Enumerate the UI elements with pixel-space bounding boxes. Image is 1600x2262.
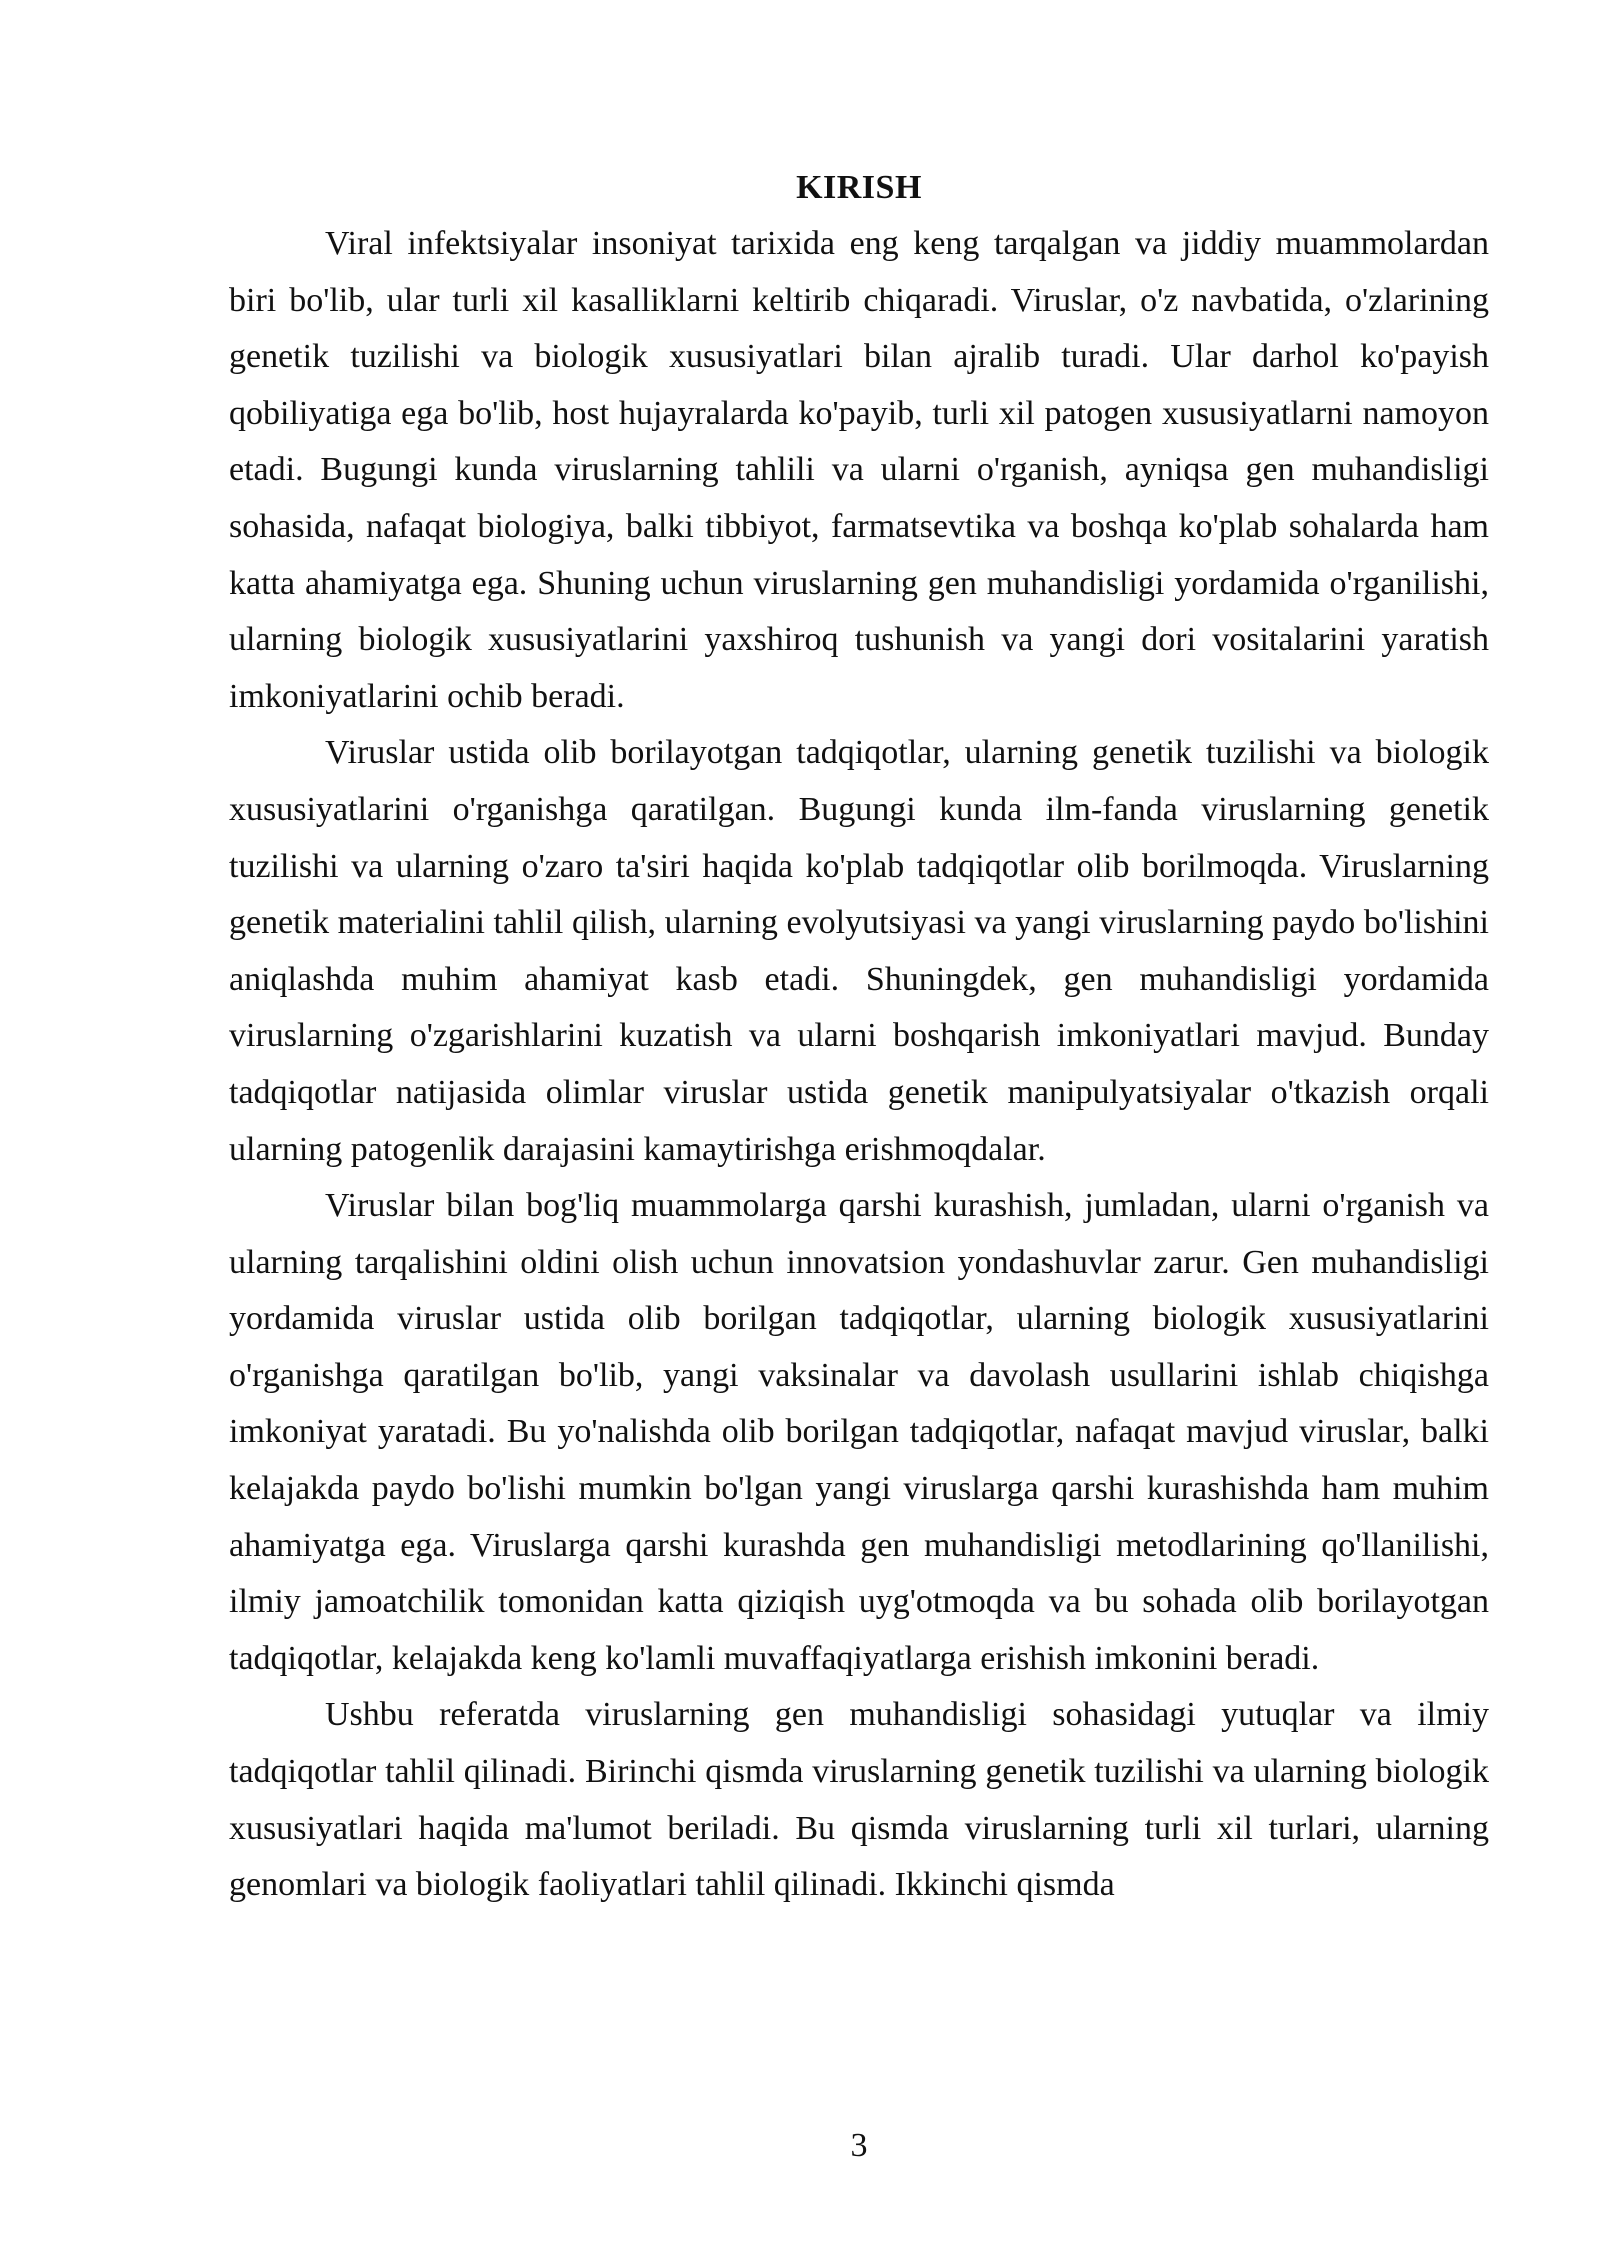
- page-number: 3: [850, 2127, 868, 2164]
- paragraph-1: Viral infektsiyalar insoniyat tarixida eng keng tarqalgan va jiddiy muammolardan biri bo'lib, ular turli xil kasalliklarni keltirib chiqaradi. Viruslar, o'z navbatida, o'zlarining genetik tuzilishi va biologik xususiyatlari bilan ajralib turadi. Ular darhol ko'payish qobiliyatiga ega bo'lib, host hujayralarda ko'payib, turli xil patogen xususiyatlarni namoyon etadi. Bugungi kunda viruslarning tahlili va ularni o'rganish, ayniqsa gen muhandisligi sohasida, nafaqat biologiya, balki tibbiyot, farmatsevtika va boshqa ko'plab sohalarda ham katta ahamiyatga ega. Shuning uchun viruslarning gen muhandisligi yordamida o'rganilishi, ularning biologik xususiyatlarini yaxshiroq tushunish va yangi dori vositalarini yaratish imkoniyatlarini ochib beradi.: [229, 225, 1489, 715]
- paragraph-4: Ushbu referatda viruslarning gen muhandisligi sohasidagi yutuqlar va ilmiy tadqiqotlar tahlil qilinadi. Birinchi qismda viruslarning genetik tuzilishi va ularning biologik xususiyatlari haqida ma'lumot beriladi. Bu qismda viruslarning turli xil turlari, ularning genomlari va biologik faoliyatlari tahlil qilinadi. Ikkinchi qismda: [229, 1696, 1489, 1904]
- document-page: [229, 160, 1489, 1914]
- paragraph-2: Viruslar ustida olib borilayotgan tadqiqotlar, ularning genetik tuzilishi va biologik xususiyatlarini o'rganishga qaratilgan. Bugungi kunda ilm-fanda viruslarning genetik tuzilishi va ularning o'zaro ta'siri haqida ko'plab tadqiqotlar olib borilmoqda. Viruslarning genetik materialini tahlil qilish, ularning evolyutsiyasi va yangi viruslarning paydo bo'lishini aniqlashda muhim ahamiyat kasb etadi. Shuningdek, gen muhandisligi yordamida viruslarning o'zgarishlarini kuzatish va ularni boshqarish imkoniyatlari mavjud. Bunday tadqiqotlar natijasida olimlar viruslar ustida genetik manipulyatsiyalar o'tkazish orqali ularning patogenlik darajasini kamaytirishga erishmoqdalar.: [229, 734, 1489, 1168]
- section-title: KIRISH: [796, 169, 922, 206]
- paragraph-3: Viruslar bilan bog'liq muammolarga qarshi kurashish, jumladan, ularni o'rganish va ularning tarqalishini oldini olish uchun innovatsion yondashuvlar zarur. Gen muhandisligi yordamida viruslar ustida olib borilgan tadqiqotlar, ularning biologik xususiyatlarini o'rganishga qaratilgan bo'lib, yangi vaksinalar va davolash usullarini ishlab chiqishga imkoniyat yaratadi. Bu yo'nalishda olib borilgan tadqiqotlar, nafaqat mavjud viruslar, balki kelajakda paydo bo'lishi mumkin bo'lgan yangi viruslarga qarshi kurashishda ham muhim ahamiyatga ega. Viruslarga qarshi kurashda gen muhandisligi metodlarining qo'llanilishi, ilmiy jamoatchilik tomonidan katta qiziqish uyg'otmoqda va bu sohada olib borilayotgan tadqiqotlar, kelajakda keng ko'lamli muvaffaqiyatlarga erishish imkonini beradi.: [229, 1187, 1489, 1677]
